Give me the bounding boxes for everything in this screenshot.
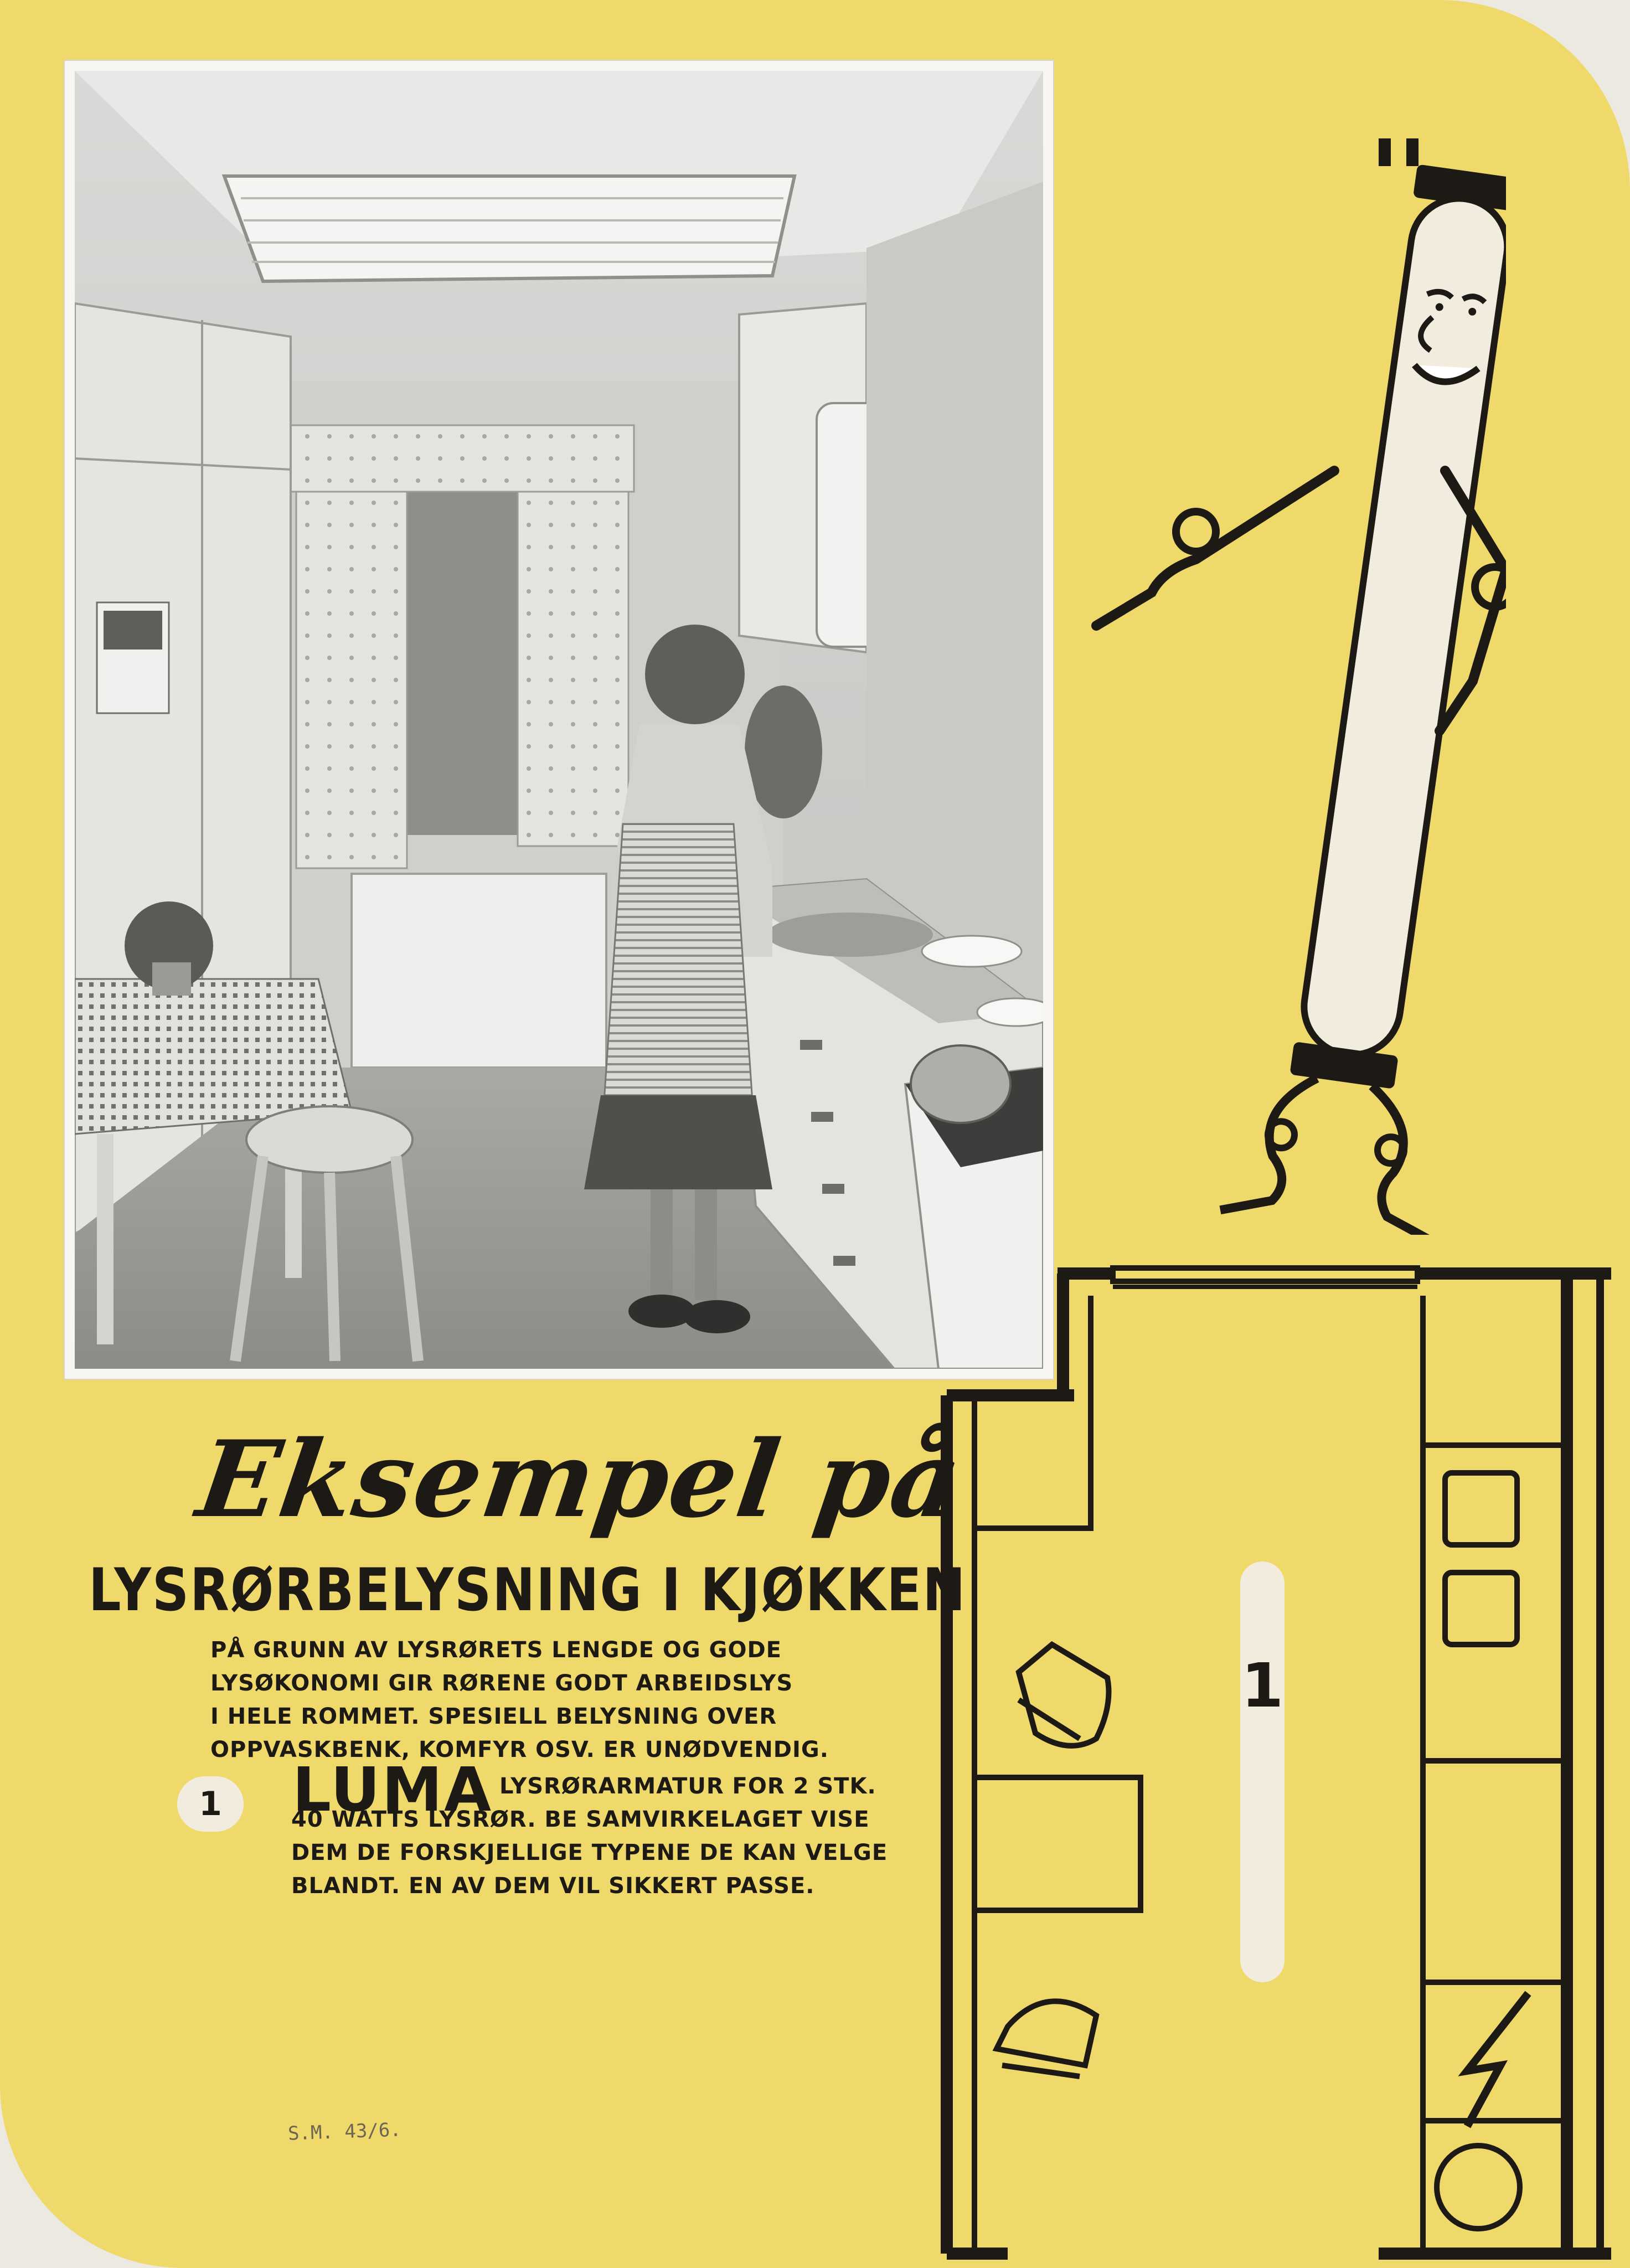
kitchen-photo-illustration bbox=[75, 71, 1043, 1369]
body-paragraph bbox=[210, 1633, 829, 1766]
product-line: 40 WATTS LYSRØR. BE SAMVIRKELAGET VISE bbox=[291, 1807, 870, 1832]
body-line: I HELE ROMMET. SPESIELL BELYSNING OVER bbox=[210, 1704, 777, 1729]
product-line: DEM DE FORSKJELLIGE TYPENE DE KAN VELGE bbox=[291, 1840, 888, 1865]
product-number-badge: 1 bbox=[177, 1776, 244, 1832]
kitchen-floor-plan bbox=[936, 1262, 1622, 2268]
body-line: LYSØKONOMI GIR RØRENE GODT ARBEIDSLYS bbox=[210, 1671, 793, 1696]
body-line: PÅ GRUNN AV LYSRØRETS LENGDE OG GODE bbox=[210, 1637, 782, 1663]
product-description bbox=[291, 1770, 900, 1903]
script-heading: Eksempel på bbox=[190, 1418, 970, 1541]
body-line: OPPVASKBENK, KOMFYR OSV. ER UNØDVENDIG. bbox=[210, 1737, 829, 1762]
fluorescent-tube-mascot-icon bbox=[1085, 127, 1506, 1235]
product-line: BLANDT. EN AV DEM VIL SIKKERT PASSE. bbox=[291, 1873, 815, 1899]
floor-plan-fixture-number: 1 bbox=[1241, 1650, 1284, 1721]
main-headline: LYSRØRBELYSNING I KJØKKEN bbox=[89, 1556, 967, 1625]
kitchen-photo bbox=[65, 61, 1053, 1379]
catalog-mark: S.M. 43/6. bbox=[287, 2118, 402, 2145]
product-name: LUMA bbox=[292, 1754, 493, 1825]
product-line: LYSRØRARMATUR FOR 2 STK. bbox=[499, 1774, 876, 1799]
